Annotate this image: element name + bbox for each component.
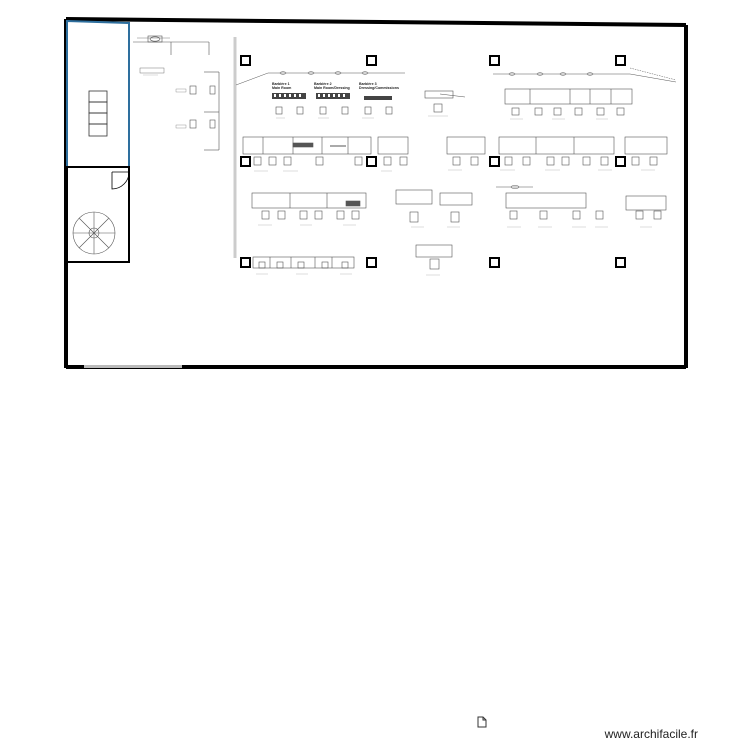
outer-walls (66, 19, 686, 368)
bar2-title: Barbière 2 (314, 82, 332, 86)
bar1-title: Barbière 1 (272, 82, 290, 86)
barber-stations (272, 82, 399, 100)
ceiling-rails (236, 68, 676, 189)
columns (241, 56, 625, 267)
storage-shelves (89, 91, 107, 136)
reception-area (133, 36, 219, 150)
furniture (243, 89, 667, 269)
page-icon (477, 715, 487, 727)
bar1-subtitle: Main Room (272, 86, 292, 90)
bar3-subtitle: Dressing/Commissions (359, 86, 399, 90)
door-swing (112, 172, 129, 189)
watermark: www.archifacile.fr (604, 727, 698, 741)
left-block (67, 21, 129, 262)
spiral-staircase (73, 212, 115, 254)
bar2-subtitle: Main Room/Dressing (314, 86, 350, 90)
bar3-title: Barbière 3 (359, 82, 377, 86)
furniture-captions (143, 75, 655, 275)
